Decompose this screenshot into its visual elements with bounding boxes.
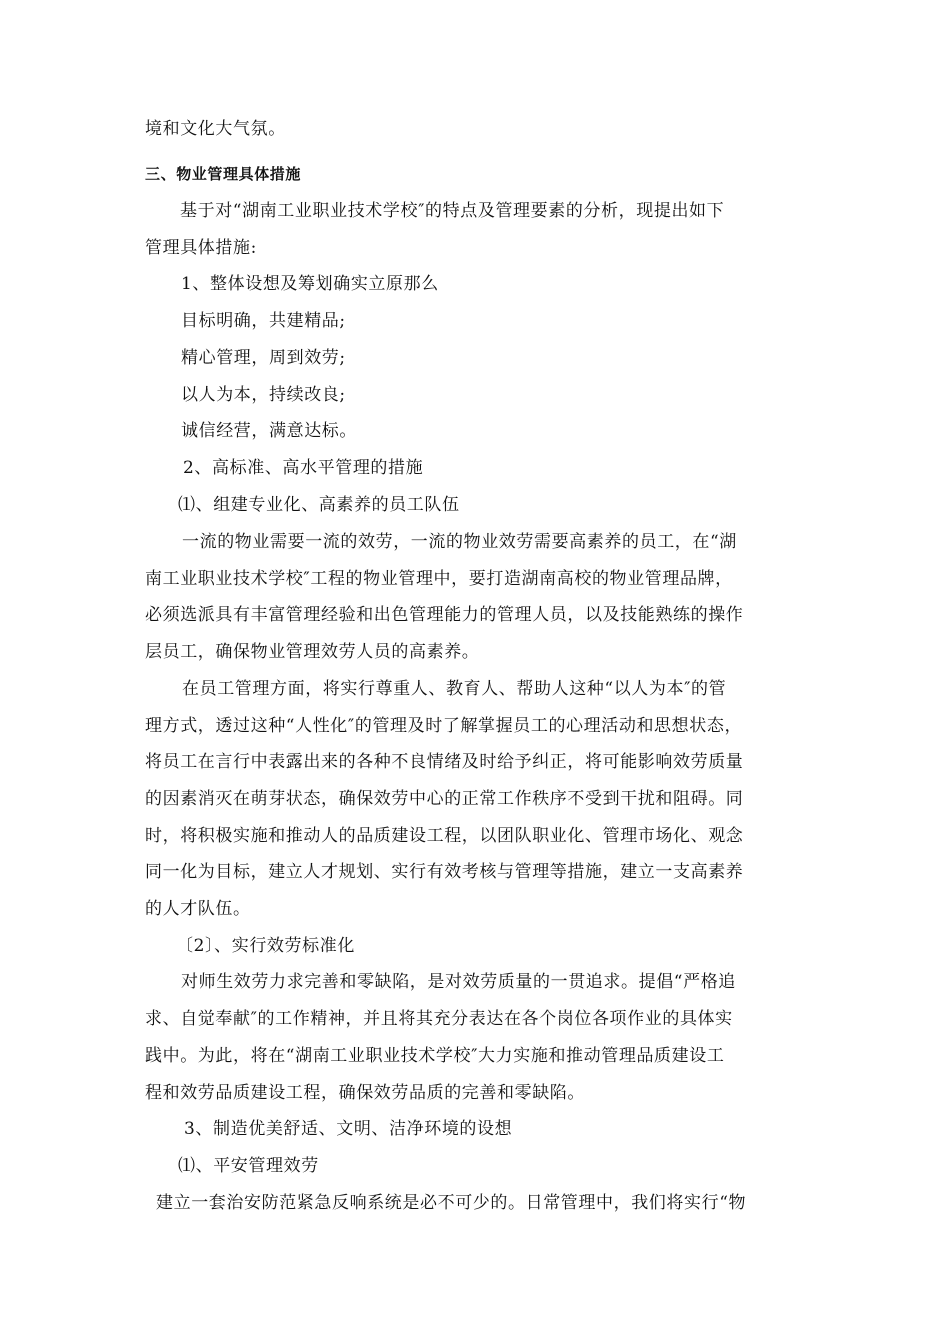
subheading: 3、制造优美舒适、文明、洁净环境的设想 — [184, 1119, 513, 1139]
paragraph-line: 对师生效劳力求完善和零缺陷，是对效劳质量的一贯追求。提倡“严格追 — [181, 972, 736, 992]
paragraph-line: 时，将积极实施和推动人的品质建设工程，以团队职业化、管理市场化、观念 — [145, 826, 744, 846]
paragraph-line: 基于对“湖南工业职业技术学校″的特点及管理要素的分析，现提出如下 — [180, 201, 725, 221]
subheading: 1、整体设想及筹划确实立原那么 — [181, 274, 439, 294]
paragraph-line: 管理具体措施: — [145, 238, 257, 258]
paragraph-line: 理方式，透过这种“人性化″的管理及时了解掌握员工的心理活动和思想状态， — [145, 716, 743, 736]
paragraph-line: 必须选派具有丰富管理经验和出色管理能力的管理人员，以及技能熟练的操作 — [145, 605, 744, 625]
paragraph-line: 将员工在言行中表露出来的各种不良情绪及时给予纠正，将可能影响效劳质量 — [145, 752, 744, 772]
section-heading: 三、物业管理具体措施 — [145, 165, 302, 183]
paragraph-line: 建立一套治安防范紧急反响系统是必不可少的。日常管理中，我们将实行“物 — [156, 1193, 747, 1213]
subheading: 2、高标准、高水平管理的措施 — [183, 458, 424, 478]
subheading: ⑴、组建专业化、高素养的员工队伍 — [178, 495, 460, 515]
list-item: 诚信经营，满意达标。 — [181, 421, 357, 441]
paragraph-line: 的因素消灭在萌芽状态，确保效劳中心的正常工作秩序不受到干扰和阻碍。同 — [145, 789, 744, 809]
subheading: 〔2〕、实行效劳标准化 — [176, 936, 355, 956]
paragraph-line: 求、自觉奉献″的工作精神，并且将其充分表达在各个岗位各项作业的具体实 — [145, 1009, 733, 1029]
paragraph-line: 在员工管理方面，将实行尊重人、教育人、帮助人这种“以人为本″的管 — [182, 679, 727, 699]
text-line: 境和文化大气氛。 — [145, 119, 286, 139]
paragraph-line: 一流的物业需要一流的效劳，一流的物业效劳需要高素养的员工，在“湖 — [182, 532, 737, 552]
paragraph-line: 同一化为目标，建立人才规划、实行有效考核与管理等措施，建立一支高素养 — [145, 862, 744, 882]
paragraph-line: 南工业职业技术学校″工程的物业管理中，要打造湖南高校的物业管理品牌， — [145, 569, 733, 589]
list-item: 以人为本，持续改良; — [181, 385, 346, 405]
list-item: 目标明确，共建精品; — [181, 311, 346, 331]
paragraph-line: 践中。为此，将在“湖南工业职业技术学校″大力实施和推动管理品质建设工 — [145, 1046, 725, 1066]
list-item: 精心管理，周到效劳; — [181, 348, 346, 368]
paragraph-line: 的人才队伍。 — [145, 899, 251, 919]
paragraph-line: 程和效劳品质建设工程，确保效劳品质的完善和零缺陷。 — [145, 1083, 585, 1103]
paragraph-line: 层员工，确保物业管理效劳人员的高素养。 — [145, 642, 480, 662]
subheading: ⑴、平安管理效劳 — [178, 1156, 319, 1176]
